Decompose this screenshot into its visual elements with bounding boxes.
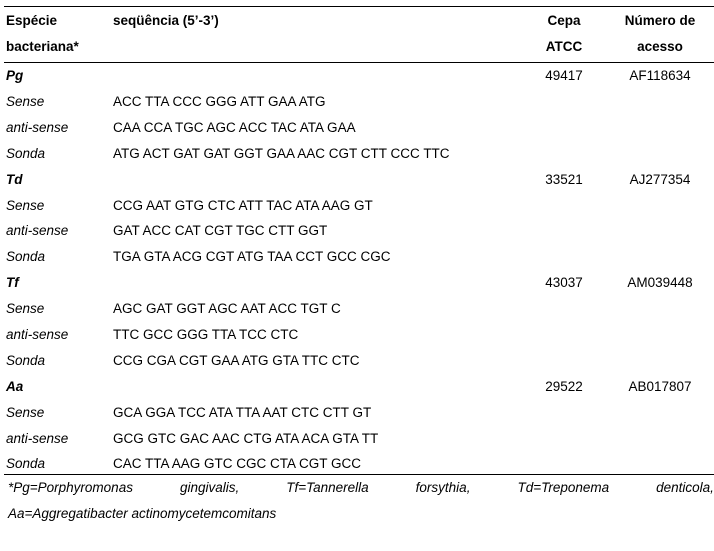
species-name: Td: [6, 172, 23, 187]
footnote-word: *Pg=Porphyromonas: [8, 480, 133, 495]
primer-label: anti-sense: [6, 431, 69, 446]
table-row: [4, 400, 714, 426]
primer-sequence: GAT ACC CAT CGT TGC CTT GGT: [113, 223, 328, 238]
primer-sequence: AGC GAT GGT AGC AAT ACC TGT C: [113, 301, 341, 316]
header-accession: Número de: [624, 13, 696, 28]
header-species-2: bacteriana*: [6, 39, 79, 54]
header-row-2: [4, 34, 714, 60]
primer-sequence: TTC GCC GGG TTA TCC CTC: [113, 327, 299, 342]
accession-number: AF118634: [629, 68, 691, 83]
atcc-strain: 43037: [545, 275, 583, 290]
primer-label: Sense: [6, 405, 45, 420]
species-row: [4, 374, 714, 400]
species-name: Aa: [6, 379, 24, 394]
footnote-word: denticola,: [656, 480, 714, 495]
footnote-line-1: [8, 475, 714, 501]
table-row: [4, 218, 714, 244]
table-row: [4, 426, 714, 452]
accession-number: AM039448: [627, 275, 693, 290]
primer-label: Sense: [6, 198, 45, 213]
atcc-strain: 49417: [545, 68, 583, 83]
top-rule: [4, 6, 714, 7]
atcc-strain: 33521: [545, 172, 583, 187]
header-row-1: [4, 8, 714, 34]
primer-sequence: GCG GTC GAC AAC CTG ATA ACA GTA TT: [113, 431, 379, 446]
table-row: [4, 348, 714, 374]
footnote-line-2: Aa=Aggregatibacter actinomycetemcomitans: [8, 506, 277, 521]
primer-label: Sonda: [6, 353, 46, 368]
footnote: [8, 475, 714, 527]
primer-label: Sense: [6, 301, 45, 316]
species-row: [4, 270, 714, 296]
primer-label: anti-sense: [6, 223, 69, 238]
accession-number: AJ277354: [629, 172, 691, 187]
primer-label: Sonda: [6, 146, 46, 161]
header-accession-2: acesso: [637, 39, 683, 54]
accession-number: AB017807: [628, 379, 692, 394]
primer-sequence: TGA GTA ACG CGT ATG TAA CCT GCC CGC: [113, 249, 391, 264]
table-row: [4, 141, 714, 167]
primer-sequence: CCG CGA CGT GAA ATG GTA TTC CTC: [113, 353, 360, 368]
footnote-word: gingivalis,: [179, 480, 240, 495]
header-sequence: seqüência (5’-3’): [113, 13, 219, 28]
table-row: [4, 322, 714, 348]
table-row: [4, 244, 714, 270]
primer-label: Sonda: [6, 249, 46, 264]
primer-label: anti-sense: [6, 327, 69, 342]
primer-label: Sonda: [6, 456, 46, 471]
primer-label: anti-sense: [6, 120, 69, 135]
primer-label: Sense: [6, 94, 45, 109]
table-row: [4, 89, 714, 115]
primer-sequence: ATG ACT GAT GAT GGT GAA AAC CGT CTT CCC TTC: [113, 146, 450, 161]
primer-sequence: GCA GGA TCC ATA TTA AAT CTC CTT GT: [113, 405, 372, 420]
species-row: [4, 63, 714, 89]
species-name: Pg: [6, 68, 24, 83]
primer-sequence: CCG AAT GTG CTC ATT TAC ATA AAG GT: [113, 198, 373, 213]
atcc-strain: 29522: [545, 379, 583, 394]
footnote-word: forsythia,: [415, 480, 471, 495]
table-row: [4, 193, 714, 219]
species-name: Tf: [6, 275, 19, 290]
primer-sequence: CAC TTA AAG GTC CGC CTA CGT GCC: [113, 456, 362, 471]
table-row: [4, 115, 714, 141]
table-row: [4, 296, 714, 322]
header-atcc: Cepa: [547, 13, 581, 28]
header-atcc-2: ATCC: [545, 39, 583, 54]
species-row: [4, 167, 714, 193]
primer-sequence: ACC TTA CCC GGG ATT GAA ATG: [113, 94, 326, 109]
footnote-word: Td=Treponema: [517, 480, 610, 495]
footnote-word: Tf=Tannerella: [286, 480, 369, 495]
primer-sequence: CAA CCA TGC AGC ACC TAC ATA GAA: [113, 120, 356, 135]
header-species: Espécie: [6, 13, 58, 28]
